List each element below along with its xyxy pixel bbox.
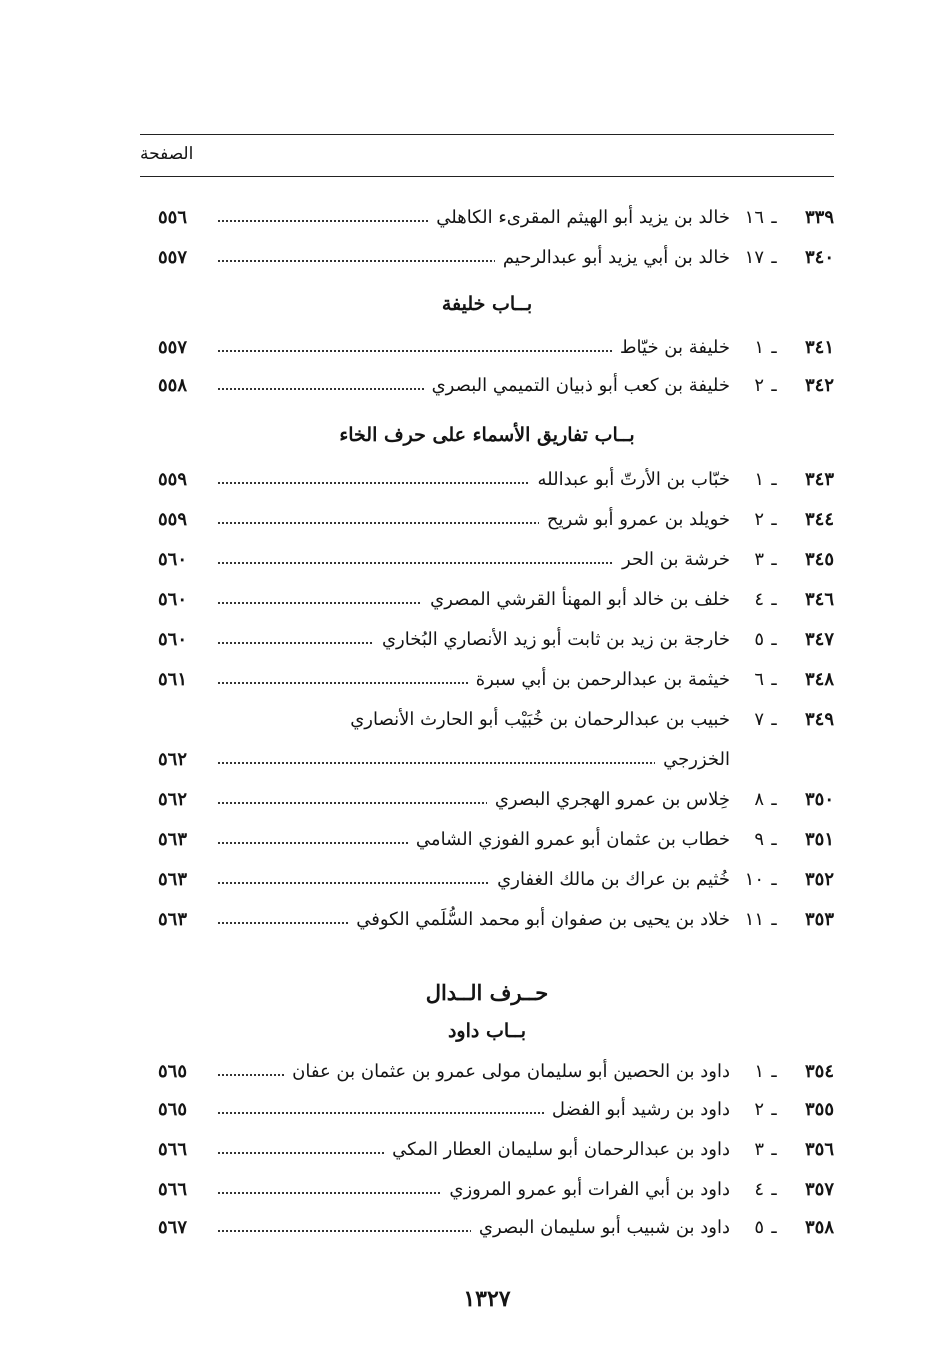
dot-leader xyxy=(218,762,724,764)
entry-page: ٥٦٢ xyxy=(158,789,188,810)
entry-index: ٣ xyxy=(754,549,764,570)
page-column-header: الصفحة xyxy=(140,144,194,164)
entry-page: ٥٥٨ xyxy=(158,375,188,396)
section-heading: بــاب خليفة xyxy=(441,293,533,315)
entry-page: ٥٦٠ xyxy=(158,589,188,610)
entry-page: ٥٥٩ xyxy=(158,469,188,490)
entry-title: داود بن عبدالرحمان أبو سليمان العطار المكي xyxy=(384,1136,730,1164)
entry-dash: ـ xyxy=(771,207,777,228)
toc-entry xyxy=(140,626,834,654)
entry-title: خيثمة بن عبدالرحمن بن أبي سبرة xyxy=(468,666,730,694)
entry-dash: ـ xyxy=(771,469,777,490)
header-top-rule xyxy=(140,134,834,135)
entry-title: خِلاس بن عمرو الهجري البصري xyxy=(487,786,730,814)
toc-entry xyxy=(140,906,834,934)
entry-title: خليفة بن كعب أبو ذبيان التميمي البصري xyxy=(424,372,730,400)
entry-page: ٥٦٦ xyxy=(158,1179,188,1200)
entry-page: ٥٥٦ xyxy=(158,207,188,228)
entry-dash: ـ xyxy=(771,909,777,930)
entry-number: ٣٤٠ xyxy=(804,247,834,268)
entry-number: ٣٤٣ xyxy=(804,469,834,490)
entry-dash: ـ xyxy=(771,1061,777,1082)
entry-index: ٧ xyxy=(754,709,764,730)
entry-dash: ـ xyxy=(771,1139,777,1160)
entry-number: ٣٥٣ xyxy=(804,909,834,930)
entry-page: ٥٦٠ xyxy=(158,549,188,570)
entry-dash: ـ xyxy=(771,337,777,358)
toc-entry xyxy=(140,1136,834,1164)
entry-number: ٣٤٧ xyxy=(804,629,834,650)
entry-number: ٣٤٨ xyxy=(804,669,834,690)
entry-index: ١ xyxy=(754,337,764,358)
section-heading: بــاب تفاريق الأسماء على حرف الخاء xyxy=(339,424,635,446)
entry-title-continuation: الخزرجي xyxy=(655,746,730,774)
entry-number: ٣٤٩ xyxy=(804,709,834,730)
toc-entry xyxy=(140,506,834,534)
toc-entry xyxy=(140,586,834,614)
toc-entry xyxy=(140,1214,834,1242)
toc-entry xyxy=(140,334,834,362)
toc-entry xyxy=(140,866,834,894)
entry-index: ٤ xyxy=(754,589,764,610)
entry-index: ١٦ xyxy=(744,207,764,228)
entry-index: ١ xyxy=(754,469,764,490)
entry-dash: ـ xyxy=(771,829,777,850)
entry-number: ٣٤٤ xyxy=(804,509,834,530)
entry-index: ٢ xyxy=(754,509,764,530)
entry-index: ١٧ xyxy=(744,247,764,268)
entry-title: داود بن الحصين أبو سليمان مولى عمرو بن عثمان بن عفان xyxy=(284,1058,730,1086)
entry-page: ٥٥٩ xyxy=(158,509,188,530)
entry-page: ٥٦١ xyxy=(158,669,188,690)
entry-page: ٥٦٦ xyxy=(158,1139,188,1160)
entry-index: ٥ xyxy=(754,629,764,650)
entry-index: ٦ xyxy=(754,669,764,690)
entry-title: خلف بن خالد أبو المهنأ القرشي المصري xyxy=(422,586,730,614)
entry-page: ٥٥٧ xyxy=(158,337,188,358)
entry-dash: ـ xyxy=(771,375,777,396)
entry-dash: ـ xyxy=(771,629,777,650)
entry-index: ١ xyxy=(754,1061,764,1082)
entry-dash: ـ xyxy=(771,669,777,690)
entry-title: خالد بن أبي يزيد أبو عبدالرحيم xyxy=(495,244,730,272)
header-bottom-rule xyxy=(140,176,834,177)
entry-index: ٨ xyxy=(754,789,764,810)
entry-title: خلاد بن يحيى بن صفوان أبو محمد السُّلَمي الكوفي xyxy=(348,906,730,934)
entry-number: ٣٤٦ xyxy=(804,589,834,610)
entry-dash: ـ xyxy=(771,1099,777,1120)
entry-page: ٥٦٥ xyxy=(158,1099,188,1120)
toc-entry xyxy=(140,1176,834,1204)
entry-title: خارجة بن زيد بن ثابت أبو زيد الأنصاري البُخاري xyxy=(374,626,730,654)
entry-number: ٣٣٩ xyxy=(804,207,834,228)
entry-page: ٥٦٣ xyxy=(158,909,188,930)
entry-page: ٥٦٠ xyxy=(158,629,188,650)
entry-number: ٣٤٢ xyxy=(804,375,834,396)
entry-title: خُثيم بن عراك بن مالك الغفاري xyxy=(489,866,730,894)
entry-number: ٣٥٢ xyxy=(804,869,834,890)
entry-dash: ـ xyxy=(771,709,777,730)
entry-number: ٣٤٥ xyxy=(804,549,834,570)
entry-dash: ـ xyxy=(771,869,777,890)
entry-title: خبّاب بن الأرتّ أبو عبدالله xyxy=(529,466,730,494)
toc-entry xyxy=(140,1096,834,1124)
entry-page: ٥٦٧ xyxy=(158,1217,188,1238)
entry-title: خطاب بن عثمان أبو عمرو الفوزي الشامي xyxy=(408,826,730,854)
toc-entry xyxy=(140,372,834,400)
entry-title: خالد بن يزيد أبو الهيثم المقرىء الكاهلي xyxy=(428,204,730,232)
toc-entry xyxy=(140,706,834,734)
section-heading: بــاب داود xyxy=(447,1020,527,1042)
entry-dash: ـ xyxy=(771,509,777,530)
entry-title: داود بن شبيب أبو سليمان البصري xyxy=(471,1214,730,1242)
entry-number: ٣٥١ xyxy=(804,829,834,850)
entry-dash: ـ xyxy=(771,789,777,810)
entry-dash: ـ xyxy=(771,549,777,570)
entry-index: ٤ xyxy=(754,1179,764,1200)
entry-title: خويلد بن عمرو أبو شريح xyxy=(539,506,730,534)
entry-index: ١١ xyxy=(744,909,764,930)
entry-title: داود بن أبي الفرات أبو عمرو المروزي xyxy=(441,1176,730,1204)
entry-number: ٣٥٤ xyxy=(804,1061,834,1082)
entry-dash: ـ xyxy=(771,247,777,268)
toc-entry xyxy=(140,466,834,494)
entry-index: ١٠ xyxy=(744,869,764,890)
entry-index: ٣ xyxy=(754,1139,764,1160)
toc-entry xyxy=(140,666,834,694)
entry-dash: ـ xyxy=(771,589,777,610)
entry-dash: ـ xyxy=(771,1217,777,1238)
entry-page: ٥٦٥ xyxy=(158,1061,188,1082)
entry-number: ٣٤١ xyxy=(804,337,834,358)
entry-page: ٥٥٧ xyxy=(158,247,188,268)
toc-entry xyxy=(140,786,834,814)
entry-number: ٣٥٨ xyxy=(804,1217,834,1238)
entry-index: ٥ xyxy=(754,1217,764,1238)
page-number-footer: ١٣٢٧ xyxy=(463,1286,511,1312)
entry-title: خبيب بن عبدالرحمان بن خُبَيْب أبو الحارث الأنصاري xyxy=(342,706,730,734)
entry-page: ٥٦٣ xyxy=(158,829,188,850)
toc-entry xyxy=(140,826,834,854)
entry-page: ٥٦٣ xyxy=(158,869,188,890)
toc-entry xyxy=(140,244,834,272)
letter-heading: حــرف الــدال xyxy=(425,980,549,1005)
toc-entry xyxy=(140,546,834,574)
entry-dash: ـ xyxy=(771,1179,777,1200)
entry-index: ٢ xyxy=(754,375,764,396)
entry-index: ٢ xyxy=(754,1099,764,1120)
toc-entry xyxy=(140,1058,834,1086)
entry-number: ٣٥٧ xyxy=(804,1179,834,1200)
entry-page: ٥٦٢ xyxy=(158,749,188,770)
entry-title: خرشة بن الحر xyxy=(614,546,730,574)
entry-number: ٣٥٥ xyxy=(804,1099,834,1120)
entry-title: داود بن رشيد أبو الفضل xyxy=(544,1096,730,1124)
entry-number: ٣٥٦ xyxy=(804,1139,834,1160)
toc-entry xyxy=(140,204,834,232)
entry-title: خليفة بن خيّاط xyxy=(612,334,730,362)
entry-index: ٩ xyxy=(754,829,764,850)
entry-number: ٣٥٠ xyxy=(804,789,834,810)
toc-entry-continuation xyxy=(140,746,834,774)
